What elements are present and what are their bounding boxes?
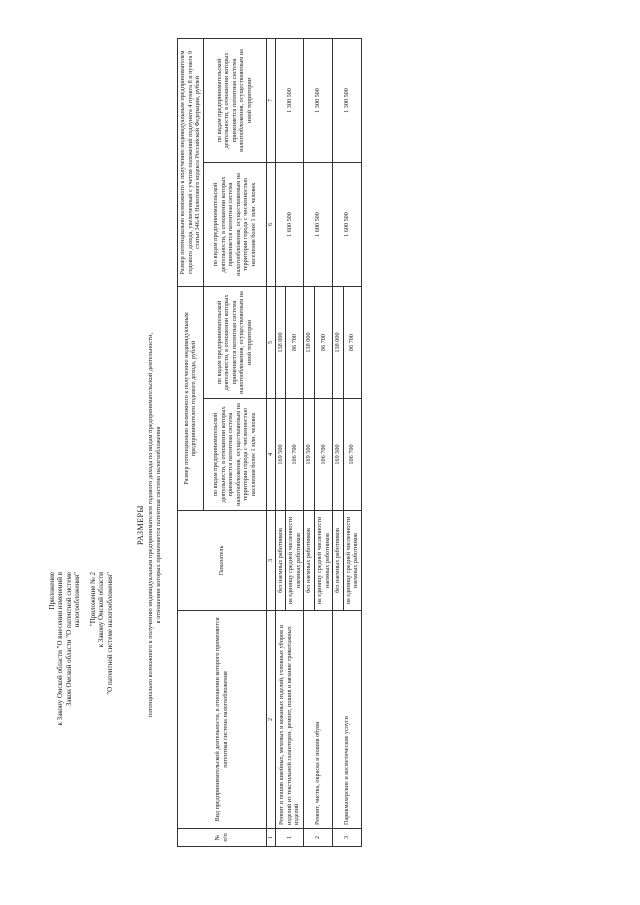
increased-income-value: 1 600 500 [275,163,304,287]
appendix-line: к Закону Омской области "О внесении изменений в [56,572,65,726]
income-table [177,38,362,847]
document-title: РАЗМЕРЫ [136,505,145,545]
appendix-line: к Закону Омской области [97,572,106,648]
income-value: 138 000 [333,287,344,399]
document-heading [136,315,163,735]
column-number: 2 [266,611,275,829]
column-number: 7 [266,38,275,162]
indicator-label: без наемных работников [275,511,286,611]
indicator-label: без наемных работников [333,511,344,611]
appendix-line: Приложение [48,572,56,610]
income-value: 86 700 [314,287,332,399]
row-number: 1 [275,829,304,847]
activity-name: Парикмахерские и косметические услуги [333,611,362,829]
activity-name: Ремонт, чистка, окраска и пошив обуви [304,611,333,829]
appendix-line: налогообложения" [72,572,81,628]
column-number: 5 [266,287,275,399]
income-value: 169 500 [275,399,286,511]
indicator-label: без наемных работников [304,511,315,611]
appendix-line: "Приложение № 2 [89,572,97,627]
income-value: 86 700 [286,287,304,399]
header-increased-income-group: Размер потенциально возможного к получению индивидуальным предпринимателем годового дохода, увеличенный с учетом положений подпункта 4 пункта 8 и пункта 9 статьи 346.43 Налогового кодекса Российской Федерации, рублей [178,38,204,286]
column-number: 4 [266,399,275,511]
header-col-7: по видам предпринимательской деятельности, в отношении которых применяется патентная система налогообложения, осуществляемым на иной территории [203,38,266,162]
table-row [333,38,344,846]
column-number: 3 [266,511,275,611]
income-value: 138 000 [304,287,315,399]
header-col-4: по видам предпринимательской деятельности, в отношении которых применяется патентная система налогообложения, осуществляемым на территории города с численностью населения более 1 млн. человек [203,399,266,511]
header-activity: Вид предпринимательской деятельности, в отношении которого применяется патентная система налогообложения [178,611,267,829]
column-numbers-row [266,38,275,846]
table-row [275,38,286,846]
increased-income-value: 1 300 500 [304,38,333,162]
income-value: 106 700 [343,399,361,511]
header-col-5: по видам предпринимательской деятельности, в отношении которых применяется патентная система налогообложения, осуществляемым на иной территории [203,287,266,399]
indicator-label: на единицу средней численности наемных работников [314,511,332,611]
income-value: 169 500 [333,399,344,511]
indicator-label: на единицу средней численности наемных работников [286,511,304,611]
increased-income-value: 1 600 500 [304,163,333,287]
row-number: 3 [333,829,362,847]
indicator-label: на единицу средней численности наемных работников [343,511,361,611]
column-number: 1 [266,829,275,847]
header-income-group: Размер потенциально возможного к получению индивидуальным предпринимателем годового дохода, рублей [178,287,204,511]
increased-income-value: 1 600 500 [333,163,362,287]
table-row [304,38,315,846]
column-number: 6 [266,163,275,287]
activity-name: Ремонт и пошив швейных, меховых и кожаных изделий, головных уборов и изделий из текстильной галантереи, ремонт, пошив и вязание трикотажных изделий [275,611,304,829]
income-value: 86 700 [343,287,361,399]
income-value: 106 700 [314,399,332,511]
heading-line: в отношении которых применяется патентная система налогообложения [155,426,162,624]
increased-income-value: 1 300 500 [275,38,304,162]
income-value: 138 000 [275,287,286,399]
increased-income-value: 1 300 500 [333,38,362,162]
appendix-line: Закон Омской области "О патентной системе [64,572,73,707]
appendix-block [48,572,114,772]
income-value: 106 700 [286,399,304,511]
appendix-line: "О патентной системе налогообложения" [105,572,114,695]
header-number: № п/п [178,829,267,847]
header-col-6: по видам предпринимательской деятельности, в отношении которых применяется патентная система налогообложения, осуществляемым на территории города с численностью населения более 1 млн. человек [203,163,266,287]
row-number: 2 [304,829,333,847]
income-value: 169 500 [304,399,315,511]
heading-line: потенциально возможного к получению индивидуальным предпринимателем годового дохода по видам предпринимательской деятельности, [147,332,154,718]
header-indicator: Показатель [178,511,267,611]
